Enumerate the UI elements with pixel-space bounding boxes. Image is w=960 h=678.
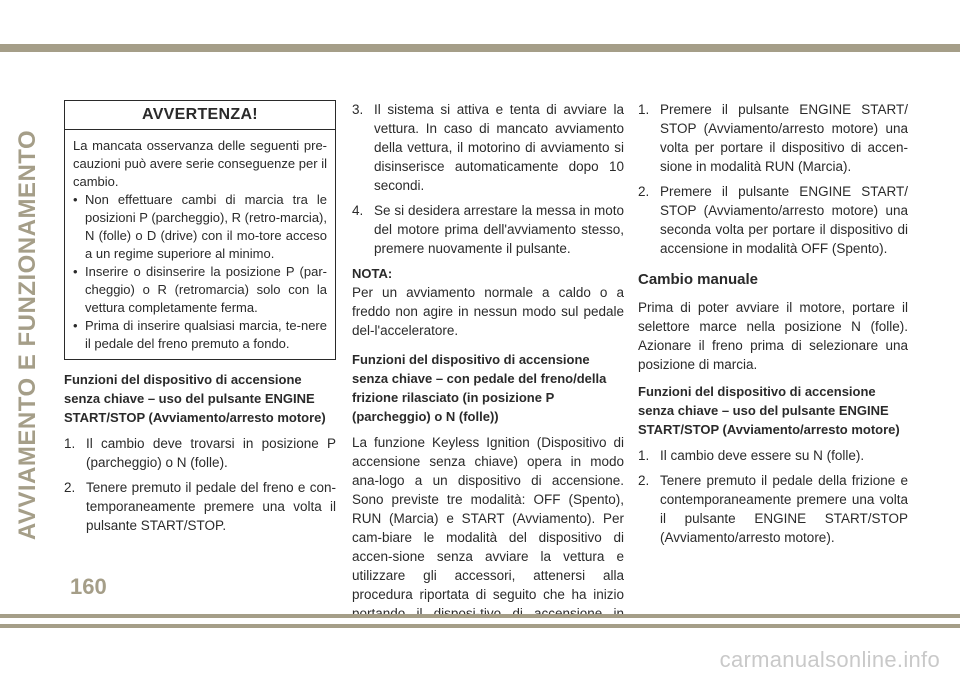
column-2	[352, 100, 624, 650]
step-item	[352, 201, 624, 258]
step-text: Se si desidera arrestare la messa in moto del motore prima dell'avviamento stesso, premere nuovamente il pulsante.	[374, 203, 624, 256]
note-label: NOTA:	[352, 266, 393, 281]
step-number: 1.	[638, 102, 650, 117]
warning-bullet: • Prima di inserire qualsiasi marcia, te-nere il pedale del freno premuto a fondo.	[73, 317, 327, 353]
step-list	[638, 100, 908, 258]
step-item	[638, 471, 908, 547]
step-list	[64, 434, 336, 535]
step-list	[352, 100, 624, 258]
side-chapter-title-text: AVVIAMENTO E FUNZIONAMENTO	[14, 129, 42, 541]
step-item	[638, 446, 908, 465]
step-text: Premere il pulsante ENGINE START/ STOP (Avviamento/arresto motore) una volta per portare il dispositivo di accen-sione in modalità RUN (Marcia).	[660, 102, 908, 174]
bottom-stripe	[0, 614, 960, 618]
step-item	[352, 100, 624, 195]
warning-body	[65, 130, 335, 359]
warning-box	[64, 100, 336, 360]
warning-bullet: • Inserire o disinserire la posizione P (par-cheggio) o R (retromarcia) solo con la vettura completamente ferma.	[73, 263, 327, 317]
warning-intro: La mancata osservanza delle seguenti pre-cauzioni può avere serie conseguenze per il cambio.	[73, 138, 327, 189]
paragraph: La funzione Keyless Ignition (Dispositivo di accensione senza chiave) opera in modo ana-logo a un dispositivo di accensione. Sono previste tre modalità: OFF (Spento), RUN (Marcia) e START (Avviamento). Per cam-biare le modalità del dispositivo di accen-sione senza avviare la vettura e utilizzare gli accessori, attenersi alla procedura riportata di seguito che ha inizio	[352, 435, 624, 602]
warning-title: AVVERTENZA!	[65, 101, 335, 130]
top-stripe	[0, 44, 960, 52]
subheading: Funzioni del dispositivo di accensione senza chiave – uso del pulsante ENGINE START/STOP (Avviamento/arresto motore)	[64, 372, 326, 425]
subheading: Funzioni del dispositivo di accensione senza chiave – uso del pulsante ENGINE START/STOP (Avviamento/arresto motore)	[638, 384, 900, 437]
watermark: carmanualsonline.info	[719, 647, 940, 672]
note-text: Per un avviamento normale a caldo o a freddo non agire in nessun modo sul pedale del-l'acceleratore.	[352, 285, 624, 338]
step-number: 1.	[638, 448, 650, 463]
step-text: Premere il pulsante ENGINE START/ STOP (Avviamento/arresto motore) una seconda volta per portare il dispositivo di accensione in modalità OFF (Spento).	[660, 184, 908, 256]
step-item	[638, 100, 908, 176]
step-number: 3.	[352, 102, 364, 117]
column-1	[64, 100, 336, 541]
step-number: 2.	[638, 184, 650, 199]
step-text: Tenere premuto il pedale della frizione e contemporaneamente premere una volta il pulsante ENGINE START/STOP (Avviamento/arresto motore).	[660, 473, 908, 545]
step-text: Il cambio deve trovarsi in posizione P (parcheggio) o N (folle).	[86, 436, 336, 470]
step-text: Tenere premuto il pedale del freno e con-temporaneamente premere una volta il pulsante START/STOP.	[86, 480, 336, 533]
side-chapter-title	[6, 100, 50, 570]
step-text: Il cambio deve essere su N (folle).	[660, 448, 865, 463]
paragraph: Prima di poter avviare il motore, portare il selettore marce nella posizione N (folle). Azionare il freno prima di selezionare una posizione di marcia.	[638, 300, 908, 372]
step-text: Il sistema si attiva e tenta di avviare la vettura. In caso di mancato avviamento della vettura, il motorino di avviamento si disinserisce automaticamente dopo 10 secondi.	[374, 102, 624, 193]
section-title: Cambio manuale	[638, 271, 759, 288]
step-list	[638, 446, 908, 547]
subheading: Funzioni del dispositivo di accensione senza chiave – con pedale del freno/della frizione rilasciato (in posizione P (parcheggio) o N (folle))	[352, 352, 607, 424]
step-number: 2.	[638, 473, 650, 488]
step-item	[638, 182, 908, 258]
step-item	[64, 478, 336, 535]
step-number: 1.	[64, 436, 76, 451]
warning-bullets	[73, 191, 327, 353]
step-number: 4.	[352, 203, 364, 218]
bottom-stripe	[0, 624, 960, 628]
column-3	[638, 100, 908, 553]
step-item	[64, 434, 336, 472]
page-number: 160	[70, 574, 107, 599]
step-number: 2.	[64, 480, 76, 495]
top-band	[0, 0, 960, 52]
warning-bullet: • Non effettuare cambi di marcia tra le posizioni P (parcheggio), R (retro-marcia), N (folle) o D (drive) con il mo-tore acceso a un regime superiore al minimo.	[73, 191, 327, 263]
